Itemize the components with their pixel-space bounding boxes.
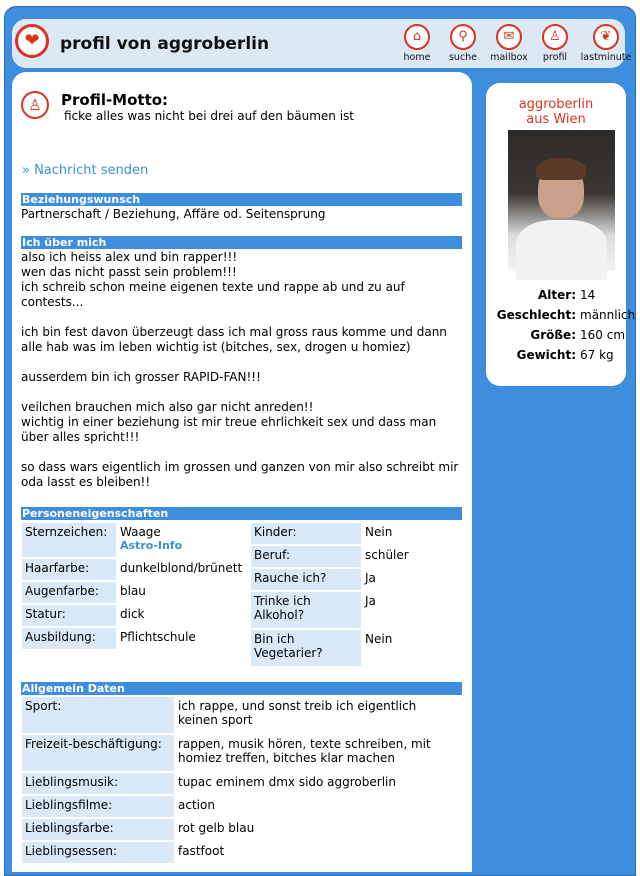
photo-hair [536, 158, 586, 180]
stat-value: männlich [580, 308, 636, 322]
table-row [22, 735, 462, 771]
stat-row [486, 288, 626, 308]
person-icon: ♙ [21, 91, 49, 119]
table-row [251, 546, 462, 567]
personal-right-table [251, 523, 462, 668]
table-row [251, 569, 462, 590]
table-row [22, 559, 247, 580]
nav-lastminute[interactable] [579, 24, 633, 63]
row-value: Ja [365, 594, 376, 608]
mail-icon: ✉ [496, 24, 522, 50]
about-paragraph: veilchen brauchen mich also gar nicht anreden!! wichtig in einer beziehung ist mir treue ehrlichkeit sex und dass man über alles spricht!!! [21, 400, 437, 444]
profile-name-block [486, 97, 626, 127]
row-value: fastfoot [178, 844, 225, 858]
photo-shirt [516, 220, 607, 280]
table-row [22, 796, 462, 817]
profile-username: aggroberlin [518, 97, 594, 112]
row-value: Pflichtschule [120, 630, 196, 644]
row-value: tupac eminem dmx sido aggroberlin [178, 775, 396, 789]
top-nav [395, 24, 635, 63]
row-value: rot gelb blau [178, 821, 255, 835]
stat-label: Gewicht: [516, 348, 576, 362]
profile-sidebar [486, 83, 636, 386]
row-label: Haarfarbe: [22, 559, 116, 580]
nav-home[interactable] [395, 24, 439, 63]
general-table [22, 697, 462, 865]
table-row [22, 773, 462, 794]
sternzeichen-value: Waage [120, 525, 161, 539]
row-label: Statur: [22, 605, 116, 626]
table-row [22, 819, 462, 840]
row-value: Nein [365, 525, 393, 539]
table-row [22, 628, 247, 649]
personal-left-table [22, 523, 247, 651]
stat-value: 67 kg [580, 348, 614, 362]
row-label: Augenfarbe: [22, 582, 116, 603]
stat-row [486, 308, 636, 328]
row-label: Lieblingsfilme: [22, 796, 174, 817]
table-row [251, 630, 462, 666]
row-label: Lieblingsessen: [22, 842, 174, 863]
search-icon: ⚲ [450, 24, 476, 50]
row-value: Nein [365, 632, 393, 646]
row-label: Rauche ich? [251, 569, 361, 590]
astro-info-link[interactable]: Astro-Info [120, 539, 183, 552]
row-label: Bin ich Vegetarier? [251, 630, 361, 666]
section-heading-general: Allgemein Daten [21, 682, 462, 695]
row-label: Kinder: [251, 523, 361, 544]
stat-label: Größe: [530, 328, 576, 342]
stat-row [486, 348, 626, 368]
row-value: dick [120, 607, 145, 621]
profile-photo[interactable] [508, 130, 615, 271]
stat-row [486, 328, 626, 348]
nav-label: home [403, 52, 431, 63]
profile-location: aus Wien [526, 112, 586, 127]
nav-label: mailbox [490, 52, 528, 63]
table-row [22, 842, 462, 863]
row-value: Ja [365, 571, 376, 585]
page-title: profil von aggroberlin [60, 34, 270, 54]
nav-label: profil [542, 52, 568, 63]
row-label: Lieblingsfarbe: [22, 819, 174, 840]
row-label: Beruf: [251, 546, 361, 567]
nav-label: suche [448, 52, 478, 63]
about-text [21, 250, 466, 505]
site-logo-icon[interactable]: ❤ [15, 24, 49, 58]
send-message-link[interactable]: » Nachricht senden [22, 163, 149, 178]
row-label: Lieblingsmusik: [22, 773, 174, 794]
table-row [251, 592, 462, 628]
about-paragraph: ausserdem bin ich grosser RAPID-FAN!!! [21, 370, 261, 384]
stat-label: Geschlecht: [496, 308, 576, 322]
row-value: dunkelblond/brünett [120, 561, 243, 575]
nav-mailbox[interactable] [487, 24, 531, 63]
main-panel [12, 72, 472, 872]
section-heading-personal: Personeneigenschaften [21, 507, 462, 520]
about-paragraph: also ich heiss alex und bin rapper!!! wen das nicht passt sein problem!!! ich schreib schon meine eigenen texte und rappe ab und zu auf contests... [21, 250, 405, 309]
stat-value: 160 cm [580, 328, 626, 342]
section-heading-about: Ich über mich [21, 236, 462, 249]
motto-text: ficke alles was nicht bei drei auf den bäumen ist [64, 109, 354, 123]
nav-suche[interactable] [441, 24, 485, 63]
table-row [251, 523, 462, 544]
row-value [116, 523, 186, 557]
row-label: Sternzeichen: [22, 523, 116, 557]
nav-profil[interactable] [533, 24, 577, 63]
row-value: ich rappe, und sonst treib ich eigentlich keinen sport [178, 699, 417, 727]
beziehung-text: Partnerschaft / Beziehung, Affäre od. Seitensprung [21, 207, 326, 221]
row-value: blau [120, 584, 146, 598]
profile-icon: ♙ [542, 24, 568, 50]
motto-title: Profil-Motto: [61, 91, 169, 109]
table-row [22, 582, 247, 603]
stat-value: 14 [580, 288, 596, 302]
profile-stats [486, 288, 636, 368]
row-label: Freizeit-beschäftigung: [22, 735, 174, 771]
lastminute-icon: ❦ [593, 24, 619, 50]
home-icon: ⌂ [404, 24, 430, 50]
row-label: Sport: [22, 697, 174, 733]
table-row [22, 523, 247, 557]
row-label: Trinke ich Alkohol? [251, 592, 361, 628]
nav-label: lastminute [580, 52, 632, 63]
table-row [22, 697, 462, 733]
section-heading-beziehung: Beziehungswunsch [21, 193, 462, 206]
about-paragraph: ich bin fest davon überzeugt dass ich mal gross raus komme und dann alle hab was im leben wichtig ist (bitches, sex, drogen u homiez) [21, 325, 447, 354]
table-row [22, 605, 247, 626]
row-value: action [178, 798, 215, 812]
row-value: rappen, musik hören, texte schreiben, mit homiez treffen, bitches klar machen [178, 737, 431, 765]
about-paragraph: so dass wars eigentlich im grossen und ganzen von mir also schreibt mir oda lasst es bleiben!! [21, 460, 459, 489]
row-label: Ausbildung: [22, 628, 116, 649]
stat-label: Alter: [538, 288, 576, 302]
row-value: schüler [365, 548, 409, 562]
